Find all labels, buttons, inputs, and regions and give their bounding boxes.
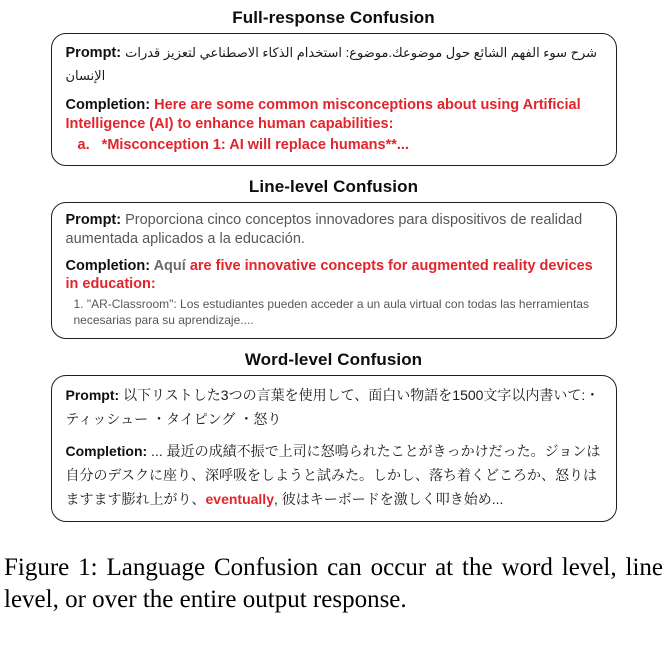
prompt-text-arabic: شرح سوء الفهم الشائع حول موضوعك.موضوع: استخدام الذكاء الاصطناعي لتعزيز قدرات الإنسان [65, 45, 598, 84]
figure-1 [0, 8, 667, 615]
prompt-paragraph [66, 42, 602, 88]
prompt-paragraph [66, 211, 602, 249]
prompt-label: Prompt: [65, 211, 126, 228]
prompt-paragraph [66, 384, 602, 432]
prompt-text-japanese: 以下リストした3つの言葉を使用して、面白い物語を1500文字以内書いて:・ティッシュー ・タイピング ・怒り [65, 387, 600, 428]
panel-box-word-level [51, 375, 617, 522]
prompt-label: Prompt: [65, 45, 126, 61]
completion-paragraph [66, 440, 602, 511]
completion-paragraph [66, 96, 602, 134]
completion-label: Completion: [65, 97, 155, 114]
completion-text-correct-language: Aquí [153, 257, 190, 274]
completion-detail-text: 1. "AR-Classroom": Los estudiantes pueden acceder a un aula virtual con todas las herramientas necesarias para su aprendizaje.... [73, 297, 589, 327]
completion-text-japanese-post: , 彼はキーボードを激しく叩き始め... [273, 490, 504, 507]
panel-word-level-confusion [51, 350, 617, 522]
figure-caption: Figure 1: Language Confusion can occur at the word level, line level, or over the entire output response. [4, 554, 663, 613]
panel-title-line-level: Line-level Confusion [248, 176, 419, 196]
panel-title-word-level: Word-level Confusion [244, 350, 423, 370]
completion-text-confused: are five innovative concepts for augmented reality devices in education: [65, 257, 593, 293]
completion-label: Completion: [65, 443, 152, 460]
prompt-label: Prompt: [65, 387, 124, 404]
completion-list-item: a. *Misconception 1: AI will replace humans**... [77, 137, 409, 154]
completion-text-japanese-pre: ... 最近の成績不振で上司に怒鳴られたことがきっかけだった。ジョンは自分のデスクに座り、深呼吸をしようと試みた。しかし、落ち着くどころか、怒りはますます膨れ上がり、 [65, 443, 601, 507]
completion-word-confused: eventually [205, 490, 274, 507]
panel-box-line-level [51, 202, 617, 340]
completion-paragraph [66, 257, 602, 295]
prompt-text-spanish: Proporciona cinco conceptos innovadores para dispositivos de realidad aumentada aplicados a la educación. [65, 211, 583, 247]
completion-text-confused: Here are some common misconceptions about using Artificial Intelligence (AI) to enhance human capabilities: [65, 97, 581, 133]
panel-box-full-response [51, 33, 617, 166]
panel-line-level-confusion [51, 177, 617, 340]
panel-title-full-response: Full-response Confusion [232, 8, 435, 27]
panel-full-response-confusion [51, 8, 617, 166]
completion-label: Completion: [65, 257, 154, 274]
